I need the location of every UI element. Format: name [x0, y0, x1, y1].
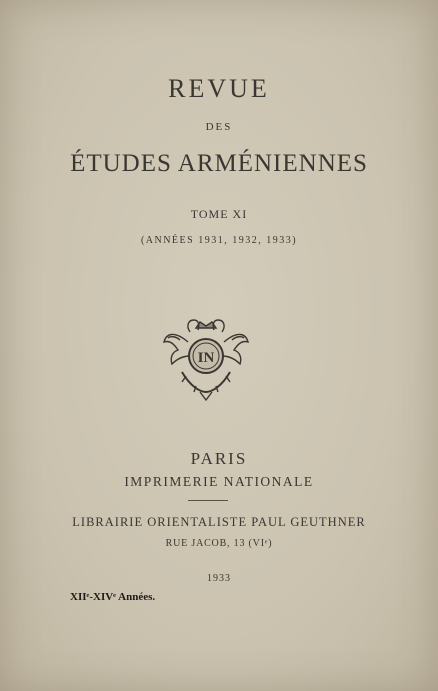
publication-city: PARIS — [190, 449, 248, 468]
publisher-name: LIBRAIRIE ORIENTALISTE PAUL GEUTHNER — [72, 515, 366, 529]
emblem-monogram: IN — [197, 350, 215, 366]
volume-years: (ANNÉES 1931, 1932, 1933) — [140, 235, 298, 246]
publication-year: 1933 — [207, 573, 231, 584]
volume-number: TOME XI — [190, 207, 248, 221]
divider — [188, 500, 228, 501]
imprimerie-nationale-emblem-icon — [160, 312, 252, 402]
journal-title-des: DES — [205, 121, 233, 133]
publisher-address: RUE JACOB, 13 (VIᵉ) — [165, 538, 273, 549]
stamped-note: XIIᵉ-XIVᵉ Années. — [70, 591, 156, 603]
journal-title-main: ÉTUDES ARMÉNIENNES — [70, 150, 368, 177]
printer-name: IMPRIMERIE NATIONALE — [124, 474, 314, 489]
journal-title-revue: REVUE — [168, 74, 270, 103]
